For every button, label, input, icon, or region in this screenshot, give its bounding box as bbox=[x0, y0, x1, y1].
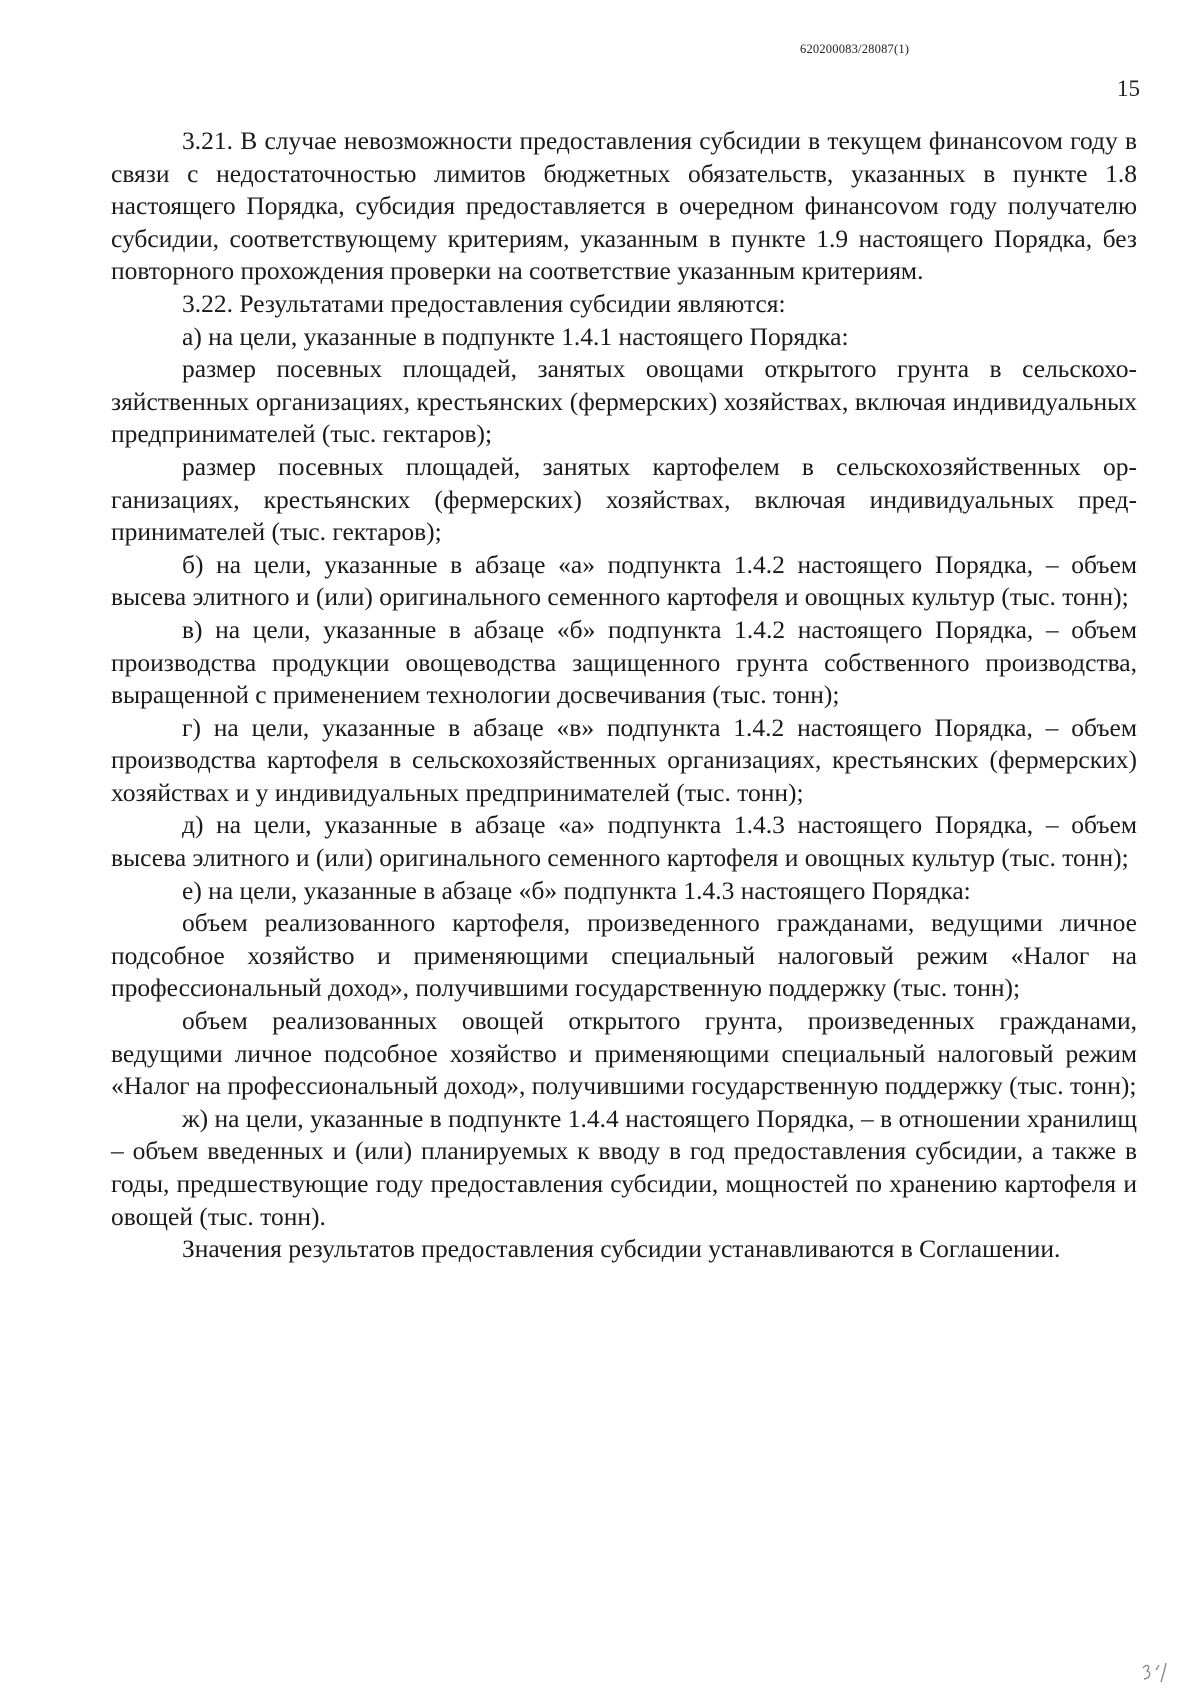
list-item-e: е) на цели, указанные в абзаце «б» подпункта 1.4.3 настоящего Порядка: bbox=[182, 875, 971, 905]
handwritten-mark-icon bbox=[1140, 1660, 1180, 1684]
list-item-zh: ж) на цели, указанные в подпункте 1.4.4 настоящего Порядка, – в отношении хранилищ – объем введенных и (или) планируемых к вводу в год предоставления субсидии, а также в годы, предшествующие году предоставления субсидии, мощностей по хранению картофеля и овощей (тыс. тонн). bbox=[111, 1103, 1137, 1231]
list-item-e-potatoes: объем реализованного картофеля, произведенного гражданами, ведущими личное подсобное хозяйство и применяющими специальный налоговый режим «Налог на профессиональный доход», получившими государственную поддержку (тыс. тонн); bbox=[111, 908, 1137, 1003]
paragraph-3-21: 3.21. В случае невозможности предоставления субсидии в текущем финансоvом году в связи с недостаточностью лимитов бюджетных обязательств, указанных в пункте 1.8 настоящего Порядка, субсидия предоставляется в очередном финансоvом году получателю субсидии, соответствующему критериям, указанным в пункте 1.9 настоящего Порядка, без повторного прохождения проверки на соответствие указанным критериям. bbox=[111, 126, 1137, 286]
list-item-b: б) на цели, указанные в абзаце «а» подпункта 1.4.2 настоящего Порядка, – объем высева элитного и (или) оригинального семенного картофеля и овощных культур (тыс. тонн); bbox=[111, 549, 1137, 612]
document-id: 620200083/28087(1) bbox=[800, 42, 910, 56]
list-item-a: а) на цели, указанные в подпункте 1.4.1 настоящего Порядка: bbox=[182, 321, 849, 351]
paragraph-results-values: Значения результатов предоставления субсидии устанавливаются в Соглашении. bbox=[182, 1234, 1061, 1264]
list-item-g: г) на цели, указанные в абзаце «в» подпункта 1.4.2 настоящего Порядка, – объем производства картофеля в сельскохозяйственных организациях, крестьянских (фермерских) хозяйствах и у индивидуальных предпринимателей (тыс. тонн); bbox=[111, 712, 1137, 807]
list-item-a-vegetables: размер посевных площадей, занятых овощами открытого грунта в сельскохозяйственных организациях, крестьянских (фермерских) хозяйствах, включая индивидуальных предпринимателей (тыс. гектаров); bbox=[111, 354, 1137, 449]
page-number: 15 bbox=[1117, 76, 1140, 101]
paragraph-3-22: 3.22. Результатами предоставления субсидии являются: bbox=[182, 288, 786, 318]
list-item-v: в) на цели, указанные в абзаце «б» подпункта 1.4.2 настоящего Порядка, – объем производства продукции овощеводства защищенного грунта собственного производства, выращенной с применением технологии досвечивания (тыс. тонн); bbox=[111, 614, 1137, 710]
list-item-e-vegetables: объем реализованных овощей открытого грунта, произведенных гражданами, ведущими личное подсобное хозяйство и применяющими специальный налоговый режим «Налог на профессиональный доход», получившими государственную поддержку (тыс. тонн); bbox=[111, 1006, 1137, 1101]
document-body bbox=[111, 125, 1137, 1266]
list-item-d: д) на цели, указанные в абзаце «а» подпункта 1.4.3 настоящего Порядка, – объем высева элитного и (или) оригинального семенного картофеля и овощных культур (тыс. тонн); bbox=[111, 810, 1137, 873]
list-item-a-potatoes: размер посевных площадей, занятых картофелем в сельскохозяйственных организациях, крестьянских (фермерских) хозяйствах, включая индивидуальных предпринимателей (тыс. гектаров); bbox=[111, 451, 1137, 547]
